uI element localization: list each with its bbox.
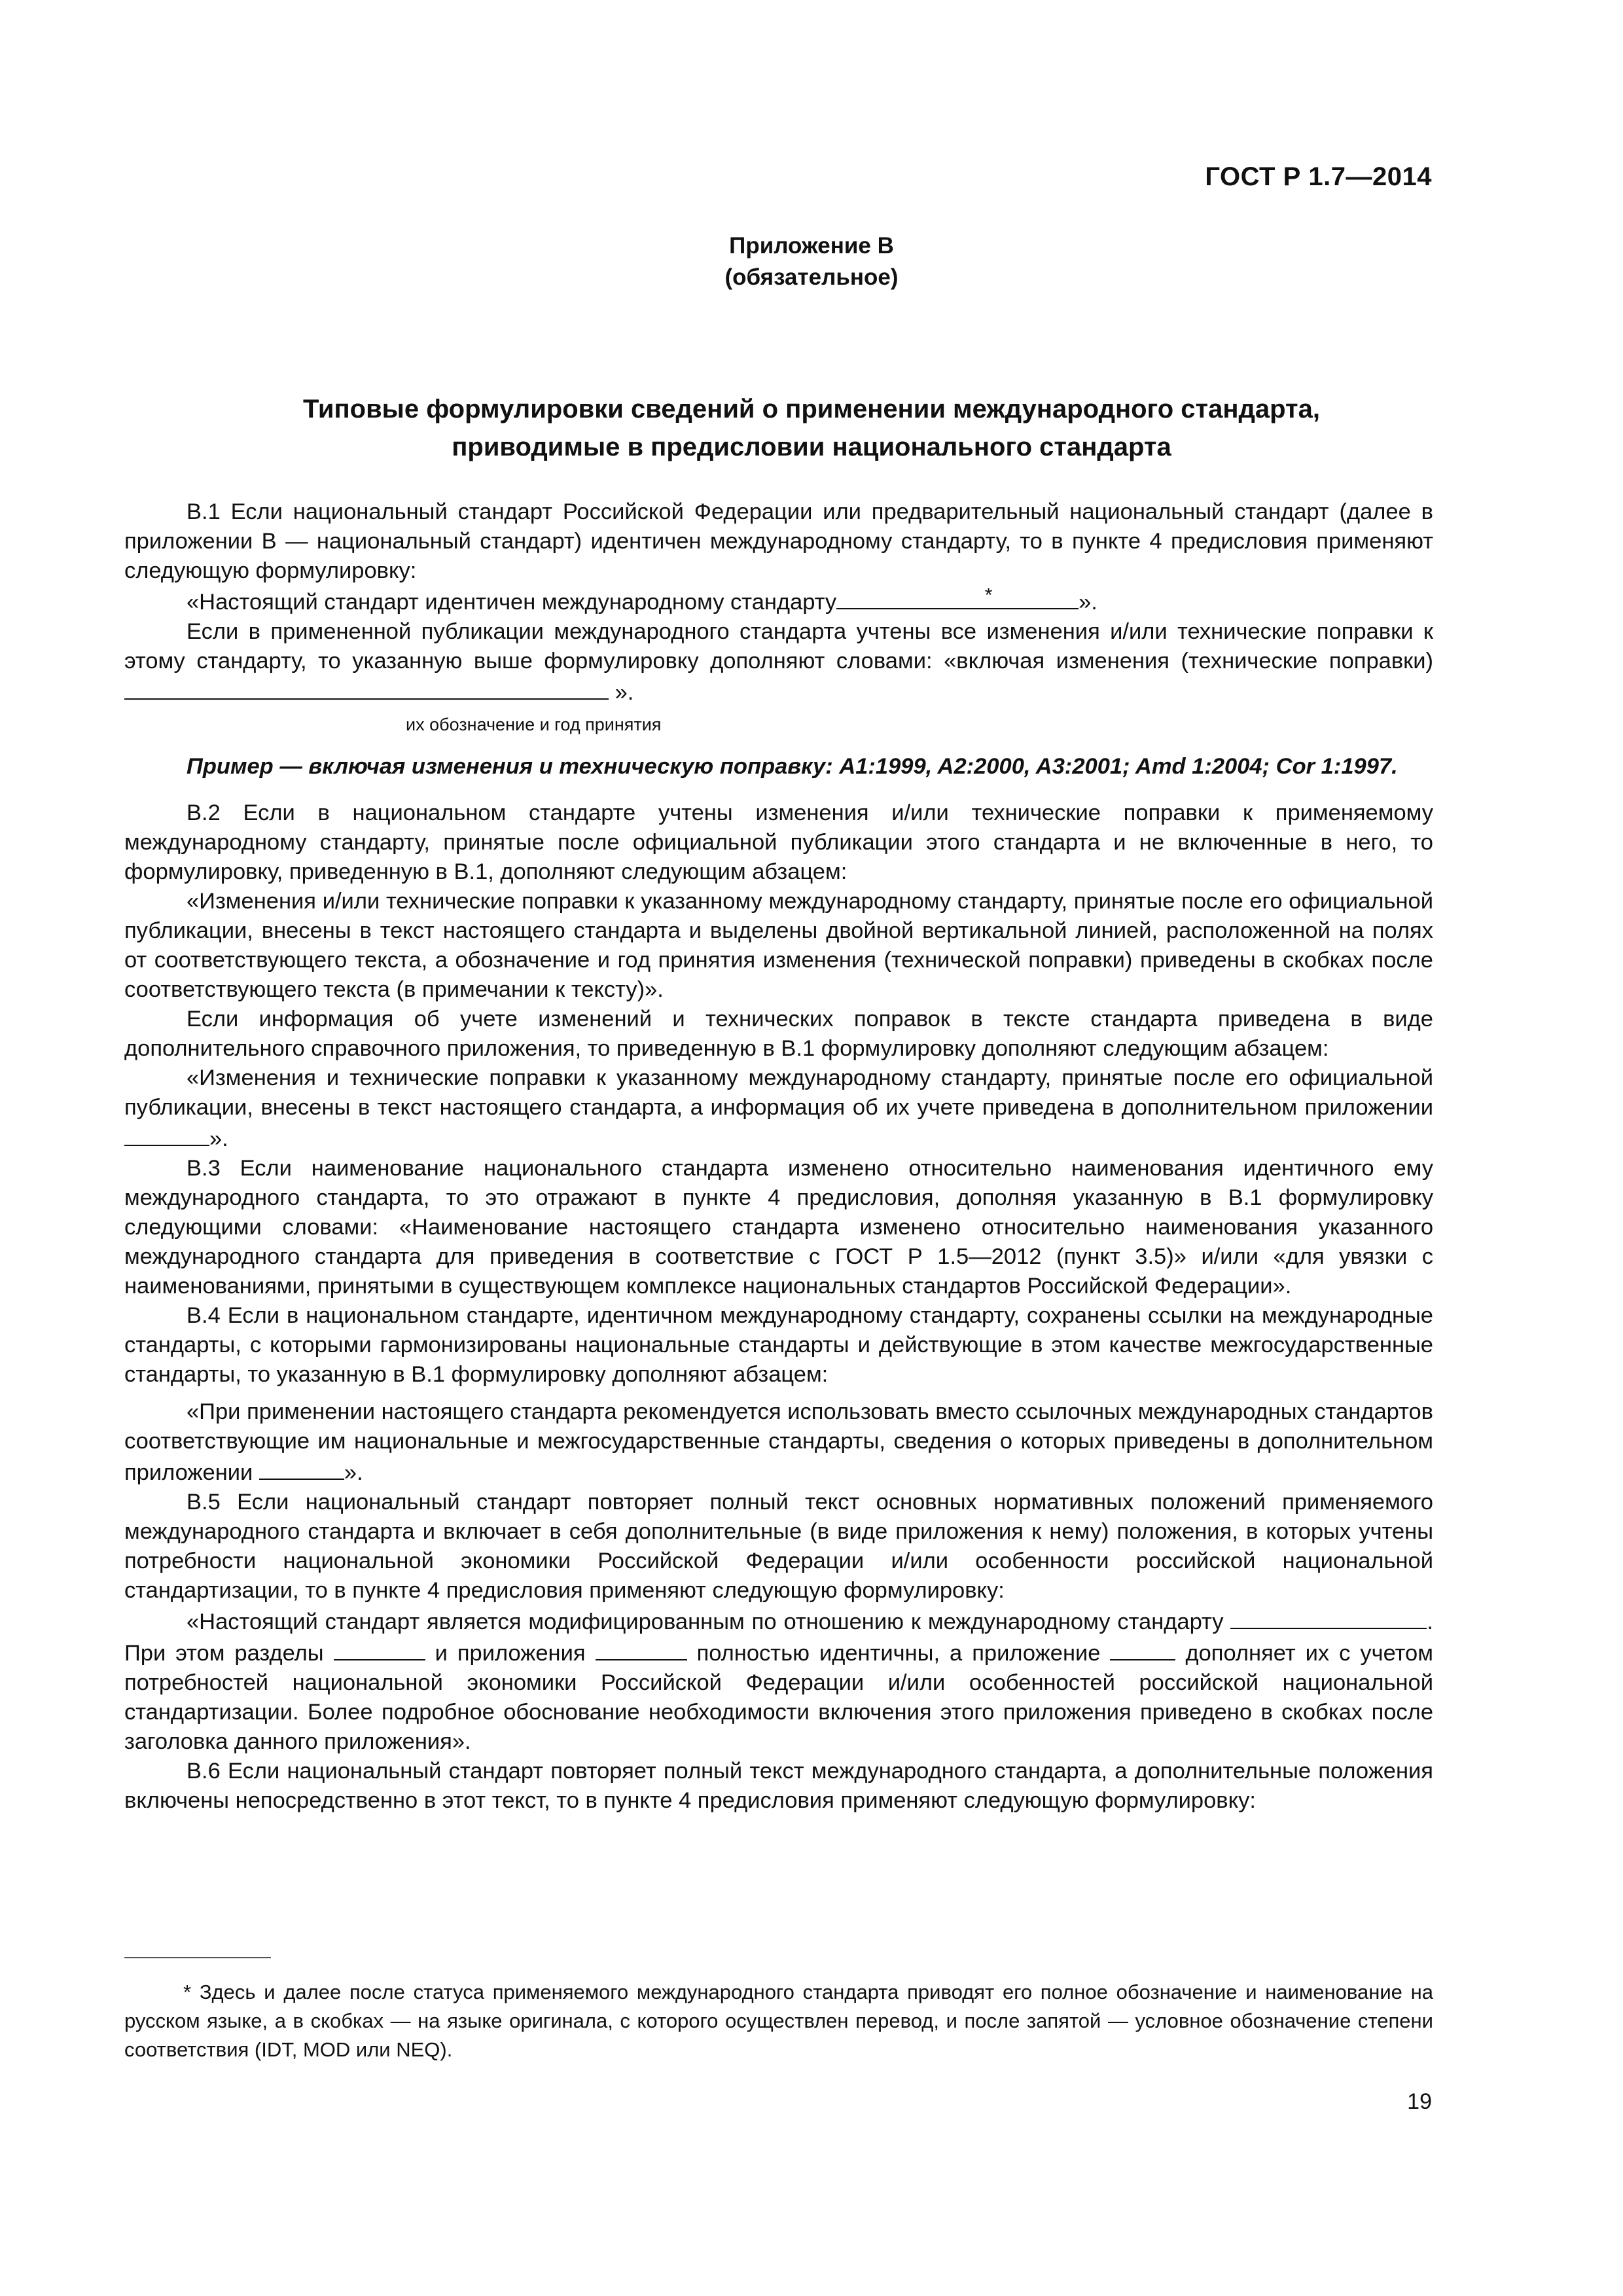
b4-quote-end: ». xyxy=(344,1460,363,1485)
document-body xyxy=(124,497,1433,1816)
appendix-heading xyxy=(0,230,1623,293)
section-b1: В.1 Если национальный стандарт Российской Федерации или предварительный национальный стандарт (далее в приложении В — национальный стандарт) идентичен международному стандарту, то в пункте 4 предисловия применяют следующую формулировку: xyxy=(124,499,1433,583)
section-b2-info: Если информация об учете изменений и технических поправок в тексте стандарта приведена в виде дополнительного справочного приложения, то приведенную в В.1 формулировку дополняют следующим абзацем: xyxy=(124,1007,1433,1061)
section-b1-amend xyxy=(124,617,1433,708)
blank-field xyxy=(124,676,609,700)
section-b2-quote: «Изменения и/или технические поправки к указанному международному стандарту, принятые после его официальной публикации, внесены в текст настоящего стандарта и выделены двойной вертикальной линией, расположенной на полях от соответствующего текста, а обозначение и год принятия изменения (технической поправки) приведены в скобках после соответствующего текста (в примечании к тексту)». xyxy=(124,889,1433,1002)
appendix-label: Приложение В xyxy=(729,233,894,259)
appendix-status: (обязательное) xyxy=(724,264,899,290)
b5-quote-a: «Настоящий стандарт является модифицированным по отношению к международному стандарту xyxy=(187,1609,1224,1634)
footnote-mark: * xyxy=(984,584,993,606)
b2-quote2-end: ». xyxy=(209,1126,228,1151)
page-number: 19 xyxy=(1407,2089,1432,2114)
b4-quote-text: «При применении настоящего стандарта рекомендуется использовать вместо ссылочных международных стандартов соответствующие им национальные и межгосударственные стандарты, сведения о которых приведены в дополнительном приложении xyxy=(124,1399,1433,1485)
section-b2: В.2 Если в национальном стандарте учтены изменения и/или технические поправки к применяемому международному стандарту, принятые после официальной публикации этого стандарта и не включенные в него, то формулировку, приведенную в В.1, дополняют следующим абзацем: xyxy=(124,800,1433,884)
title-line-2: приводимые в предисловии национального стандарта xyxy=(452,433,1171,461)
title-line-1: Типовые формулировки сведений о применении международного стандарта, xyxy=(303,395,1320,423)
blank-caption: их обозначение и год принятия xyxy=(406,715,662,734)
blank-field xyxy=(836,586,1079,609)
b2-quote2-text: «Изменения и технические поправки к указанному международному стандарту, принятые после его официальной публикации, внесены в текст настоящего стандарта, а информация об их учете приведена в дополнительном приложении xyxy=(124,1066,1433,1120)
blank-field xyxy=(334,1637,425,1660)
section-b5: В.5 Если национальный стандарт повторяет полный текст основных нормативных положений применяемого международного стандарта и включает в себя дополнительные (в виде приложения к нему) положения, в которых учтены потребности национальной экономики Российской Федерации и/или особенности российской национальной стандартизации, то в пункте 4 предисловия применяют следующую формулировку: xyxy=(124,1490,1433,1603)
section-b5-quote xyxy=(124,1605,1433,1757)
b1-amend-end: ». xyxy=(615,680,634,705)
footnote: * Здесь и далее после статуса применяемого международного стандарта приводят его полное обозначение и наименование на русском языке, а в скобках — на языке оригинала, с которого осуществлен перевод, и после запятой — условное обозначение степени соответствия (IDT, MOD или NEQ). xyxy=(124,1981,1433,2061)
blank-field xyxy=(1110,1637,1175,1660)
b1-amend-text: Если в примененной публикации международного стандарта учтены все изменения и/или технические поправки к этому стандарту, то указанную выше формулировку дополняют словами: «включая изменения (технические поправки) xyxy=(124,619,1433,673)
blank-field xyxy=(259,1456,344,1480)
section-b1-quote xyxy=(124,586,1433,617)
footnote-divider xyxy=(124,1957,271,1958)
example-note: Пример — включая изменения и техническую поправку: A1:1999, A2:2000, A3:2001; Amd 1:2004; Cor 1:1997. xyxy=(187,754,1398,779)
b5-quote-b: . При этом разделы xyxy=(124,1609,1433,1666)
b1-quote-end: ». xyxy=(1079,590,1097,615)
b5-quote-d: полностью идентичны, а приложение xyxy=(696,1641,1101,1666)
section-b4: В.4 Если в национальном стандарте, идентичном международному стандарту, сохранены ссылки на международные стандарты, с которыми гармонизированы национальные стандарты и действующие в этом качестве межгосударственные стандарты, то указанную в В.1 формулировку дополняют абзацем: xyxy=(124,1303,1433,1387)
b5-quote-c: и приложения xyxy=(435,1641,586,1666)
section-b2-quote2 xyxy=(124,1064,1433,1154)
b5-quote-e: дополняет их с учетом потребностей национальной экономики Российской Федерации и/или особенностей российской национальной стандартизации. Более подробное обоснование необходимости включения этого приложения приведено в скобках после заголовка данного приложения». xyxy=(124,1641,1433,1754)
b1-quote-text: «Настоящий стандарт идентичен международному стандарту xyxy=(187,590,837,615)
blank-field xyxy=(124,1122,209,1146)
section-b3: В.3 Если наименование национального стандарта изменено относительно наименования идентичного ему международного стандарта, то это отражают в пункте 4 предисловия, дополняя указанную в В.1 формулировку следующими словами: «Наименование настоящего стандарта изменено относительно наименования указанного международного стандарта для приведения в соответствие с ГОСТ Р 1.5—2012 (пункт 3.5)» и/или «для увязки с наименованиями, принятыми в существующем комплексе национальных стандартов Российской Федерации». xyxy=(124,1156,1433,1299)
blank-field xyxy=(1230,1605,1427,1629)
section-b4-quote xyxy=(124,1397,1433,1488)
section-b6: В.6 Если национальный стандарт повторяет полный текст международного стандарта, а дополнительные положения включены непосредственно в этот текст, то в пункте 4 предисловия применяют следующую формулировку: xyxy=(124,1759,1433,1813)
document-code: ГОСТ Р 1.7—2014 xyxy=(1205,162,1432,191)
blank-field xyxy=(596,1637,687,1660)
appendix-title xyxy=(0,390,1623,466)
